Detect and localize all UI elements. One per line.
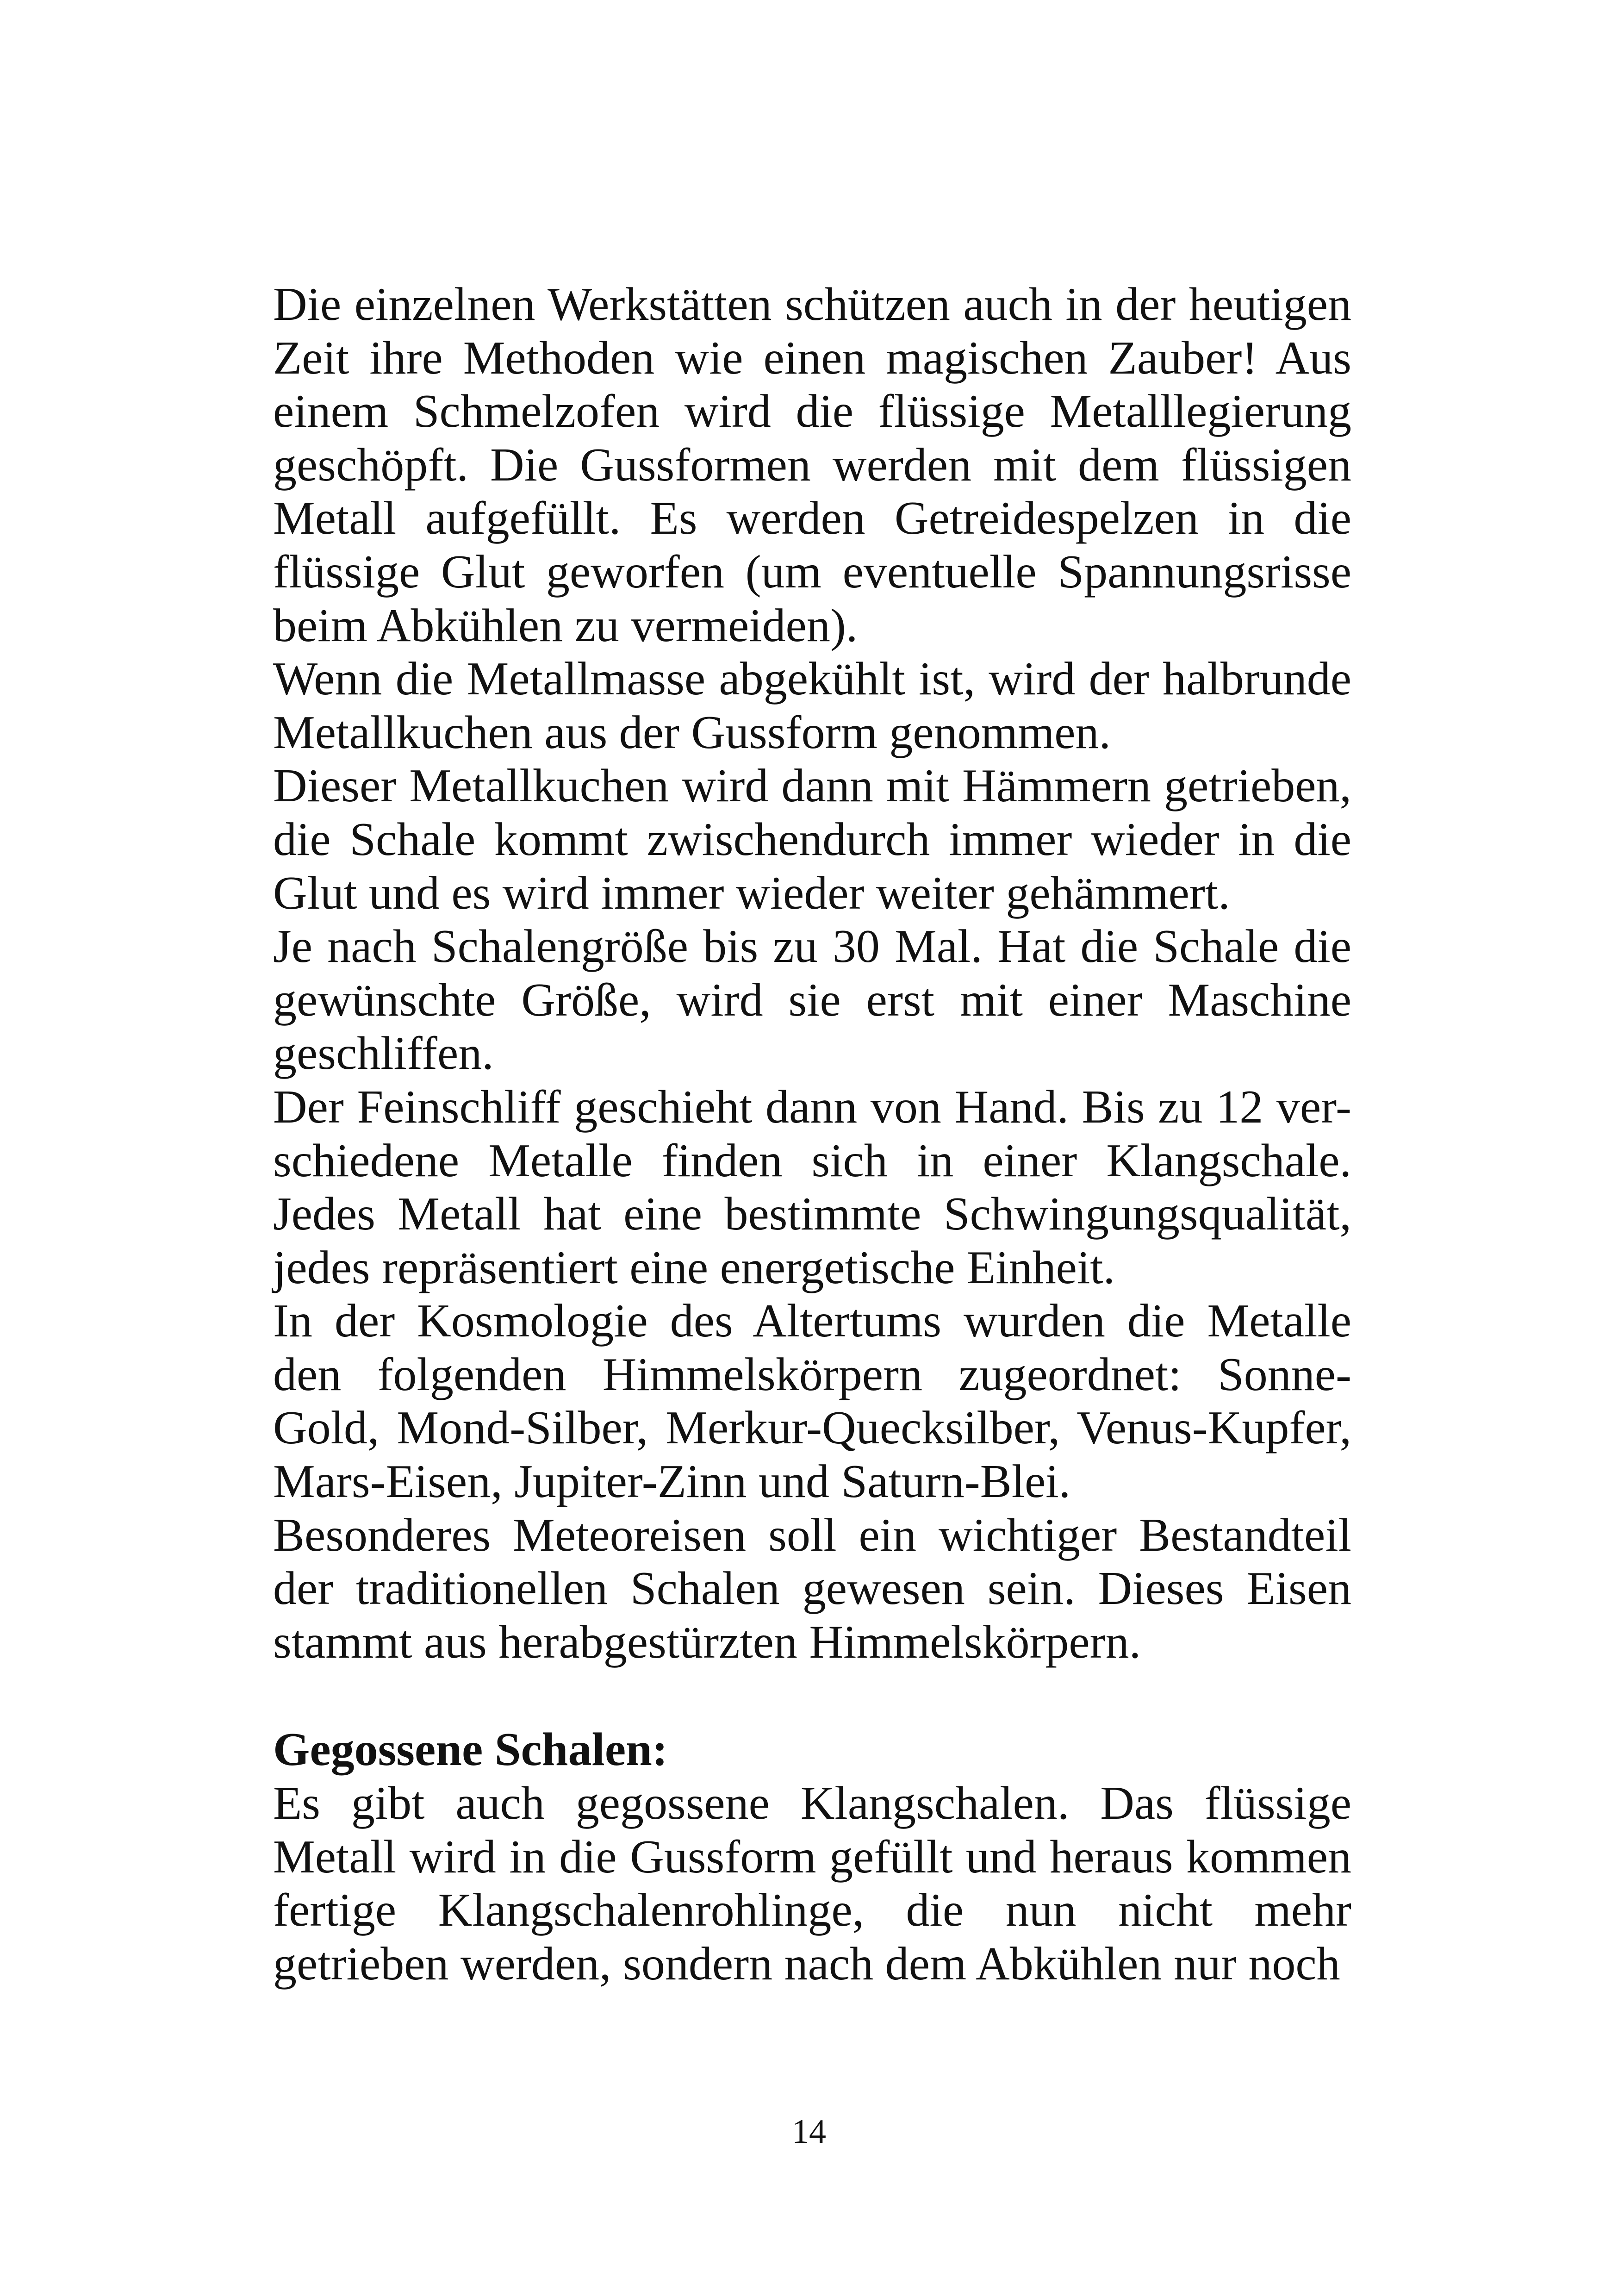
paragraph-cast-bowls: Es gibt auch gegossene Klangschalen. Das flüssige Metall wird in die Gussform gefüllt und heraus kommen fertige Klangschalenrohlinge, die nun nicht mehr getrieben werden, sondern nach dem Abkühlen nur noch [273, 1777, 1351, 1990]
page-body [273, 278, 1351, 1990]
section-heading: Gegossene Schalen: [273, 1723, 668, 1776]
paragraph-fine-grinding: Der Feinschliff geschieht dann von Hand. Bis zu 12 ver-schiedene Metalle finden sich in einer Klangschale. Jedes Metall hat eine bestimmte Schwingungsqualität, jedes repräsentiert eine energetische Einheit. [273, 1080, 1351, 1294]
paragraph-hammering: Dieser Metallkuchen wird dann mit Hämmern getrieben, die Schale kommt zwischendurch immer wieder in die Glut und es wird immer wieder weiter gehämmert. [273, 760, 1351, 919]
paragraph-cooled-mass: Wenn die Metallmasse abgekühlt ist, wird der halbrunde Metallkuchen aus der Gussform genommen. [273, 653, 1351, 759]
paragraph-cosmology: In der Kosmologie des Altertums wurden die Metalle den folgenden Himmelskörpern zugeordnet: Sonne-Gold, Mond-Silber, Merkur-Quecksilber, Venus-Kupfer, Mars-Eisen, Jupiter-Zinn und Saturn-Blei. [273, 1295, 1351, 1508]
paragraph-meteor-iron: Besonderes Meteoreisen soll ein wichtiger Bestandteil der traditionellen Schalen gewesen sein. Dieses Eisen stammt aus herabgestürzten Himmelskörpern. [273, 1509, 1351, 1668]
page-number: 14 [792, 2113, 826, 2151]
paragraph-workshops: Die einzelnen Werkstätten schützen auch in der heutigen Zeit ihre Methoden wie einen magischen Zauber! Aus einem Schmelzofen wird die flüssige Metalllegierung geschöpft. Die Gussformen werden mit dem flüssigen Metall aufgefüllt. Es werden Getreidespelzen in die flüssige Glut geworfen (um eventuelle Spannungsrisse beim Abkühlen zu vermeiden). [273, 278, 1351, 652]
paragraph-grinding: Je nach Schalengröße bis zu 30 Mal. Hat die Schale die gewünschte Größe, wird sie erst mit einer Maschine geschliffen. [273, 920, 1351, 1080]
